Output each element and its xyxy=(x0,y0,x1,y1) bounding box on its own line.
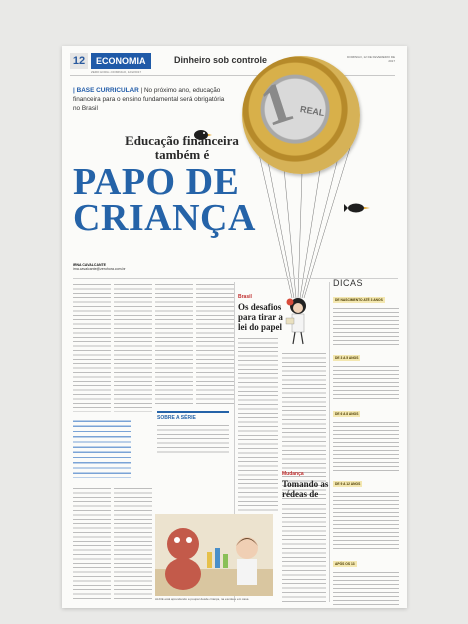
photo-caption: ALICE está aprendendo a poupar desde criança, na escola e em casa xyxy=(155,597,249,601)
deck: Educação financeira também é xyxy=(125,133,239,162)
body-column-2 xyxy=(114,282,152,412)
mudanca-title: Tomando as rédeas de xyxy=(282,479,329,499)
tips-tag: DE 9 A 12 ANOS xyxy=(335,482,361,486)
coin-text: REAL xyxy=(299,103,326,119)
tips-tag: APÓS OS 13 xyxy=(335,562,355,566)
masthead xyxy=(70,53,395,76)
bird-icon xyxy=(344,201,370,215)
page-number: 12 xyxy=(70,53,88,69)
tips-tag: DE NASCIMENTO ATÉ 3 ANOS xyxy=(335,298,383,302)
headline xyxy=(73,161,303,239)
masthead-date: DOMINGO, 12 DE FEVEREIRO DE 2017 xyxy=(347,55,395,63)
masthead-small-text: ZERO HORA • DOMINGO, 12/2/2017 xyxy=(91,70,142,74)
coin-numeral: 1 xyxy=(252,68,301,139)
tips-box xyxy=(333,278,399,606)
mudanca-label: Mudança xyxy=(282,471,304,477)
body-column-1 xyxy=(73,282,111,412)
photo-scene xyxy=(155,514,273,596)
body-column-6 xyxy=(114,486,152,601)
headline-line-2: CRIANÇA xyxy=(73,197,256,239)
coin-illustration xyxy=(242,56,360,174)
mudanca-column xyxy=(282,502,326,602)
section-label: ECONOMIA xyxy=(91,53,151,69)
kicker-label: BASE CURRICULAR xyxy=(76,87,139,94)
about-series-box xyxy=(157,411,229,453)
headline-line-1: PAPO DE xyxy=(73,161,240,203)
body-column-4 xyxy=(196,282,234,407)
byline xyxy=(73,263,223,271)
column-rule xyxy=(329,282,330,602)
body-column-3 xyxy=(155,282,193,407)
kicker: | BASE CURRICULAR | No próximo ano, educação financeira para o ensino fundamental será obrigatória no Brasil xyxy=(73,87,225,112)
tips-title: DICAS xyxy=(333,278,364,288)
brasil-column-1 xyxy=(238,336,278,511)
brasil-label: Brasil xyxy=(238,294,252,300)
tips-tag: DE 6 A 8 ANOS xyxy=(335,412,359,416)
tips-tag: DE 3 A 5 ANOS xyxy=(335,356,359,360)
pull-quote-block xyxy=(73,418,131,478)
kicker-text: No próximo ano, educação financeira para o ensino fundamental será obrigatória no Brasil xyxy=(73,87,225,112)
about-series-title: SOBRE A SÉRIE xyxy=(157,415,196,421)
brasil-title: Os desafios para tirar a lei do papel xyxy=(238,302,283,332)
subsection-label: Dinheiro sob controle xyxy=(174,55,268,65)
byline-email: irna.cavalcante@zerohora.com.br xyxy=(73,267,126,271)
photo-child-with-toys xyxy=(155,514,273,596)
byline-name: IRNA CAVALCANTE xyxy=(73,263,106,267)
newspaper-page xyxy=(62,46,407,608)
body-column-5 xyxy=(73,486,111,601)
